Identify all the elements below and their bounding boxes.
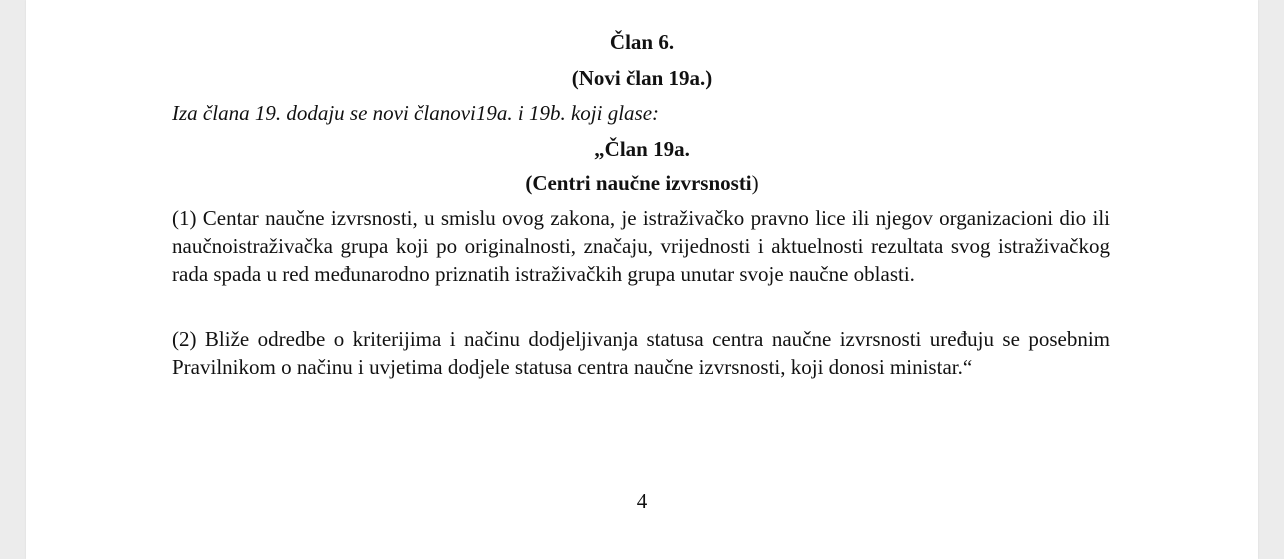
new-article-title: „Član 19a. <box>594 137 690 161</box>
new-article-subtitle <box>26 171 1258 195</box>
new-article-subtitle-text: (Centri naučne izvrsnosti <box>525 171 752 195</box>
paragraph-1: (1) Centar naučne izvrsnosti, u smislu ovog zakona, je istraživačko pravno lice ili njegov organizacioni dio ili naučnoistraživačka grupa koji po originalnosti, značaju, vrijednosti i aktuelnosti rezultata svog istraživačkog rada spada u red međunarodno priznatih istraživačkih grupa unutar svoje naučne oblasti. <box>172 206 1110 286</box>
article-title: Član 6. <box>609 30 675 54</box>
article-subtitle: (Novi član 19a.) <box>571 66 713 90</box>
article-intro: Iza člana 19. dodaju se novi članovi19a. i 19b. koji glase: <box>172 101 660 125</box>
new-article-subtitle-close: ) <box>751 171 759 195</box>
page-number: 4 <box>636 489 648 513</box>
paragraph-2: (2) Bliže odredbe o kriterijima i načinu dodjeljivanja statusa centra naučne izvrsnosti uređuju se posebnim Pravilnikom o načinu i uvjetima dodjele statusa centra naučne izvrsnosti, koji donosi ministar.“ <box>172 327 1110 379</box>
document-page <box>26 0 1258 559</box>
